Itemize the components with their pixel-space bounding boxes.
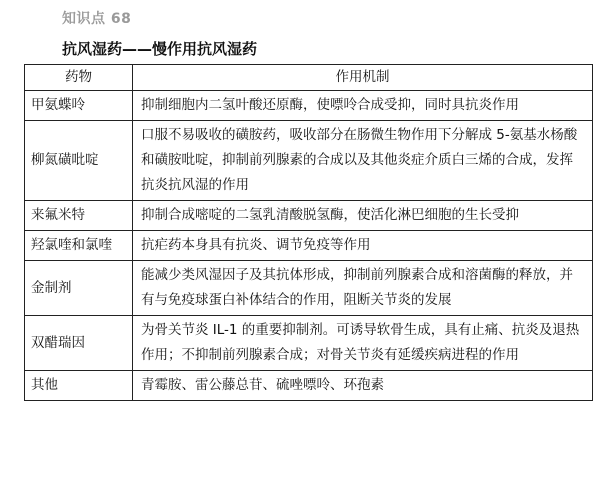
drug-name-cell: 甲氨蝶呤 [25,91,133,121]
mechanism-cell: 青霉胺、雷公藤总苷、硫唑嘌呤、环孢素 [133,371,593,401]
mechanism-cell: 能减少类风湿因子及其抗体形成，抑制前列腺素合成和溶菌酶的释放，并有与免疫球蛋白补体结合的作用，阻断关节炎的发展 [133,261,593,316]
drug-name-cell: 来氟米特 [25,201,133,231]
knowledge-point-label: 知识点 68 [62,11,132,27]
column-header-drug: 药物 [25,65,133,91]
document-title: 抗风湿药——慢作用抗风湿药 [62,40,258,58]
drug-name-cell: 柳氮磺吡啶 [25,121,133,201]
table-row [25,231,593,261]
drug-name-cell: 羟氯喹和氯喹 [25,231,133,261]
table-row [25,371,593,401]
drug-name-cell: 双醋瑞因 [25,316,133,371]
table-row [25,201,593,231]
mechanism-cell: 抑制细胞内二氢叶酸还原酶，使嘌呤合成受抑，同时具抗炎作用 [133,91,593,121]
table-header-row [25,65,593,91]
column-header-mechanism: 作用机制 [133,65,593,91]
drug-name-cell: 其他 [25,371,133,401]
table-row [25,316,593,371]
drug-mechanism-table [24,64,593,401]
mechanism-cell: 口服不易吸收的磺胺药，吸收部分在肠微生物作用下分解成 5-氨基水杨酸和磺胺吡啶，抑制前列腺素的合成以及其他炎症介质白三烯的合成，发挥抗炎抗风湿的作用 [133,121,593,201]
mechanism-cell: 抗疟药本身具有抗炎、调节免疫等作用 [133,231,593,261]
table-row [25,121,593,201]
mechanism-cell: 为骨关节炎 IL-1 的重要抑制剂。可诱导软骨生成，具有止痛、抗炎及退热作用；不抑制前列腺素合成；对骨关节炎有延缓疾病进程的作用 [133,316,593,371]
drug-name-cell: 金制剂 [25,261,133,316]
mechanism-cell: 抑制合成嘧啶的二氢乳清酸脱氢酶，使活化淋巴细胞的生长受抑 [133,201,593,231]
table-row [25,261,593,316]
table-row [25,91,593,121]
